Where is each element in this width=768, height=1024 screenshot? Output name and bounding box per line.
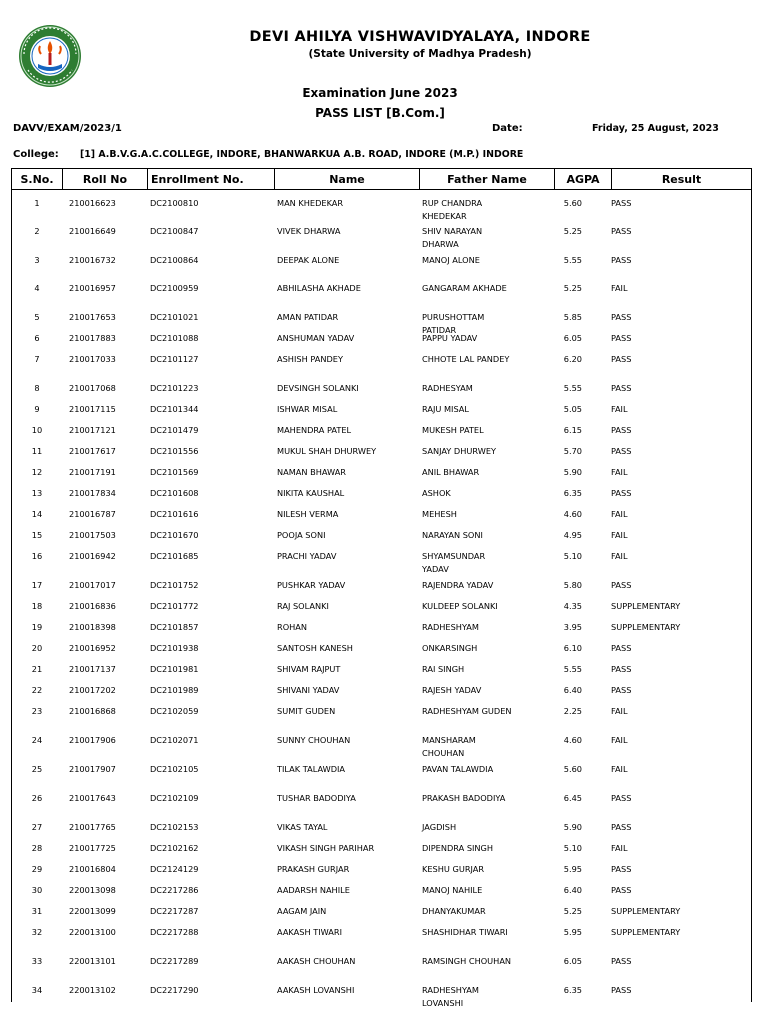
cell-father-name: MANOJ NAHILE [422,885,483,895]
cell-result: PASS [611,226,632,236]
cell-father-name: RADHESHYAM GUDEN [422,706,512,716]
cell-father-name: RAJESH YADAV [422,685,482,695]
cell-father-name: MUKESH PATEL [422,425,484,435]
cell-enrollment-no: DC2101989 [150,685,199,695]
cell-result: PASS [611,580,632,590]
cell-roll-no: 210017191 [69,467,116,477]
cell-roll-no: 210016957 [69,283,116,293]
cell-father-name: RADHESHYAM LOVANSHI [422,985,479,1008]
cell-name: TILAK TALAWDIA [277,764,346,774]
cell-father-name: JAGDISH [422,822,457,832]
cell-roll-no: 210017725 [69,843,116,853]
cell-name: SUMIT GUDEN [277,706,336,716]
cell-name: ROHAN [277,622,308,632]
cell-sno: 9 [34,404,40,414]
cell-roll-no: 210017643 [69,793,116,803]
cell-enrollment-no: DC2101479 [150,425,199,435]
cell-enrollment-no: DC2100810 [150,198,199,208]
cell-sno: 30 [31,885,43,895]
cell-sno: 31 [31,906,43,916]
cell-name: SHIVAM RAJPUT [277,664,341,674]
cell-result: PASS [611,425,632,435]
cell-name: SANTOSH KANESH [277,643,353,653]
cell-agpa: 5.55 [563,383,582,393]
cell-enrollment-no: DC2102162 [150,843,199,853]
cell-result: PASS [611,985,632,995]
column-header-agpa: AGPA [554,169,611,190]
cell-result: PASS [611,685,632,695]
cell-result: PASS [611,312,632,322]
university-logo [14,24,86,88]
cell-agpa: 4.60 [563,735,582,745]
cell-father-name: RADHESHYAM [422,622,479,632]
cell-name: TUSHAR BADODIYA [277,793,356,803]
cell-name: ASHISH PANDEY [277,354,343,364]
cell-enrollment-no: DC2101608 [150,488,199,498]
cell-father-name: NARAYAN SONI [422,530,483,540]
cell-enrollment-no: DC2101938 [150,643,199,653]
cell-name: AAKASH TIWARI [277,927,342,937]
cell-name: AMAN PATIDAR [277,312,339,322]
cell-result: FAIL [611,467,628,477]
cell-result: SUPPLEMENTARY [611,601,681,611]
cell-roll-no: 210017834 [69,488,116,498]
cell-result: SUPPLEMENTARY [611,927,681,937]
cell-result: PASS [611,822,632,832]
cell-sno: 32 [31,927,43,937]
cell-sno: 18 [31,601,43,611]
cell-result: PASS [611,664,632,674]
cell-result: PASS [611,793,632,803]
cell-sno: 4 [34,283,40,293]
cell-sno: 1 [34,198,40,208]
cell-agpa: 5.85 [563,312,582,322]
college-line [13,149,524,160]
cell-roll-no: 210017121 [69,425,116,435]
cell-agpa: 5.25 [563,283,582,293]
cell-sno: 5 [34,312,40,322]
cell-father-name: GANGARAM AKHADE [422,283,507,293]
cell-agpa: 6.40 [563,885,582,895]
cell-sno: 7 [34,354,40,364]
cell-father-name: SHYAMSUNDAR YADAV [422,551,486,574]
cell-name: SHIVANI YADAV [277,685,340,695]
cell-roll-no: 210017907 [69,764,116,774]
cell-sno: 25 [31,764,43,774]
cell-roll-no: 210016942 [69,551,116,561]
cell-roll-no: 210017137 [69,664,116,674]
cell-result: FAIL [611,283,628,293]
cell-name: RAJ SOLANKI [277,601,329,611]
cell-name: NILESH VERMA [277,509,339,519]
date-label: Date: [492,123,523,134]
cell-result: FAIL [611,530,628,540]
cell-name: POOJA SONI [277,530,326,540]
cell-sno: 3 [34,255,40,265]
cell-sno: 8 [34,383,40,393]
cell-result: SUPPLEMENTARY [611,906,681,916]
cell-agpa: 6.35 [563,985,582,995]
cell-result: PASS [611,255,632,265]
cell-name: PUSHKAR YADAV [277,580,346,590]
cell-sno: 20 [31,643,43,653]
cell-enrollment-no: DC2101127 [150,354,199,364]
column-header-roll: Roll No [62,169,147,190]
cell-agpa: 5.90 [563,822,582,832]
cell-name: NIKITA KAUSHAL [277,488,345,498]
cell-enrollment-no: DC2101569 [150,467,199,477]
cell-enrollment-no: DC2217287 [150,906,199,916]
cell-father-name: SHASHIDHAR TIWARI [422,927,508,937]
cell-roll-no: 220013101 [69,956,116,966]
cell-agpa: 4.95 [563,530,582,540]
cell-father-name: RAMSINGH CHOUHAN [422,956,512,966]
cell-sno: 14 [31,509,43,519]
cell-father-name: DIPENDRA SINGH [422,843,494,853]
column-header-enrollment: Enrollment No. [147,169,274,190]
cell-enrollment-no: DC2101670 [150,530,199,540]
cell-enrollment-no: DC2101752 [150,580,199,590]
cell-agpa: 6.10 [563,643,582,653]
cell-name: AAGAM JAIN [277,906,327,916]
cell-roll-no: 210016836 [69,601,116,611]
cell-sno: 13 [31,488,43,498]
cell-father-name: DHANYAKUMAR [422,906,486,916]
pass-list-title: PASS LIST [B.Com.] [315,106,445,120]
cell-sno: 26 [31,793,43,803]
cell-enrollment-no: DC2102109 [150,793,199,803]
cell-father-name: ONKARSINGH [422,643,478,653]
cell-sno: 21 [31,664,43,674]
cell-name: DEVSINGH SOLANKI [277,383,359,393]
cell-result: PASS [611,198,632,208]
cell-name: PRAKASH GURJAR [277,864,350,874]
cell-father-name: PURUSHOTTAM PATIDAR [422,312,485,335]
cell-result: FAIL [611,404,628,414]
cell-roll-no: 210016649 [69,226,116,236]
cell-agpa: 4.35 [563,601,582,611]
cell-agpa: 5.55 [563,255,582,265]
cell-name: VIKASH SINGH PARIHAR [277,843,375,853]
cell-agpa: 6.05 [563,956,582,966]
cell-father-name: MANSHARAM CHOUHAN [422,735,476,758]
cell-roll-no: 210016623 [69,198,116,208]
cell-sno: 15 [31,530,43,540]
cell-enrollment-no: DC2100847 [150,226,199,236]
cell-enrollment-no: DC2101616 [150,509,199,519]
cell-result: FAIL [611,551,628,561]
cell-agpa: 5.10 [563,843,582,853]
cell-agpa: 5.95 [563,864,582,874]
cell-roll-no: 210017115 [69,404,116,414]
cell-father-name: MANOJ ALONE [422,255,480,265]
cell-father-name: SANJAY DHURWEY [422,446,496,456]
cell-enrollment-no: DC2217286 [150,885,199,895]
cell-enrollment-no: DC2100864 [150,255,199,265]
cell-enrollment-no: DC2217290 [150,985,199,995]
cell-father-name: RAJU MISAL [422,404,469,414]
cell-name: ISHWAR MISAL [277,404,338,414]
cell-name: VIVEK DHARWA [277,226,341,236]
cell-agpa: 5.90 [563,467,582,477]
cell-enrollment-no: DC2101223 [150,383,199,393]
college-value: [1] A.B.V.G.A.C.COLLEGE, INDORE, BHANWARKUA A.B. ROAD, INDORE (M.P.) INDORE [80,149,524,160]
cell-roll-no: 210017503 [69,530,116,540]
cell-father-name: ASHOK [422,488,451,498]
college-label: College: [13,149,59,160]
cell-name: ABHILASHA AKHADE [277,283,361,293]
cell-agpa: 4.60 [563,509,582,519]
cell-sno: 16 [31,551,43,561]
cell-father-name: SHIV NARAYAN DHARWA [422,226,483,249]
cell-roll-no: 220013099 [69,906,116,916]
cell-agpa: 5.80 [563,580,582,590]
cell-enrollment-no: DC2101772 [150,601,199,611]
cell-father-name: CHHOTE LAL PANDEY [422,354,510,364]
cell-agpa: 6.15 [563,425,582,435]
cell-result: PASS [611,643,632,653]
cell-roll-no: 210016732 [69,255,116,265]
cell-agpa: 2.25 [563,706,582,716]
cell-enrollment-no: DC2101088 [150,333,199,343]
cell-agpa: 6.35 [563,488,582,498]
cell-enrollment-no: DC2102059 [150,706,199,716]
cell-father-name: KESHU GURJAR [422,864,485,874]
cell-name: DEEPAK ALONE [277,255,340,265]
cell-name: VIKAS TAYAL [277,822,328,832]
cell-roll-no: 210017017 [69,580,116,590]
cell-sno: 29 [31,864,43,874]
cell-enrollment-no: DC2101556 [150,446,199,456]
cell-result: PASS [611,446,632,456]
cell-roll-no: 220013098 [69,885,116,895]
cell-result: PASS [611,885,632,895]
cell-enrollment-no: DC2102153 [150,822,199,832]
cell-enrollment-no: DC2101685 [150,551,199,561]
university-title: DEVI AHILYA VISHWAVIDYALAYA, INDORE [249,29,591,45]
cell-sno: 19 [31,622,43,632]
cell-name: NAMAN BHAWAR [277,467,346,477]
exam-title: Examination June 2023 [302,86,458,100]
cell-agpa: 6.45 [563,793,582,803]
cell-roll-no: 220013100 [69,927,116,937]
cell-enrollment-no: DC2102071 [150,735,199,745]
cell-roll-no: 210017202 [69,685,116,695]
cell-sno: 34 [31,985,43,995]
cell-agpa: 6.40 [563,685,582,695]
cell-sno: 33 [31,956,43,966]
cell-enrollment-no: DC2217288 [150,927,199,937]
cell-name: PRACHI YADAV [277,551,337,561]
cell-agpa: 5.70 [563,446,582,456]
cell-roll-no: 210016787 [69,509,116,519]
cell-father-name: PRAKASH BADODIYA [422,793,506,803]
cell-agpa: 5.60 [563,764,582,774]
cell-result: PASS [611,354,632,364]
cell-name: MUKUL SHAH DHURWEY [277,446,377,456]
results-table [11,168,752,1008]
cell-father-name: ANIL BHAWAR [422,467,480,477]
cell-result: PASS [611,864,632,874]
cell-sno: 10 [31,425,43,435]
reference-number: DAVV/EXAM/2023/1 [13,123,122,134]
cell-father-name: RAI SINGH [422,664,465,674]
cell-agpa: 5.95 [563,927,582,937]
cell-name: MAHENDRA PATEL [277,425,352,435]
cell-enrollment-no: DC2100959 [150,283,199,293]
cell-roll-no: 210016868 [69,706,116,716]
cell-roll-no: 210017883 [69,333,116,343]
cell-enrollment-no: DC2217289 [150,956,199,966]
cell-name: ANSHUMAN YADAV [277,333,355,343]
cell-father-name: PAPPU YADAV [422,333,478,343]
cell-agpa: 5.60 [563,198,582,208]
cell-agpa: 5.25 [563,226,582,236]
cell-sno: 17 [31,580,43,590]
cell-roll-no: 210017033 [69,354,116,364]
cell-roll-no: 210016804 [69,864,116,874]
cell-sno: 22 [31,685,43,695]
cell-result: PASS [611,383,632,393]
column-header-father: Father Name [419,169,554,190]
cell-roll-no: 210017068 [69,383,116,393]
cell-enrollment-no: DC2101857 [150,622,199,632]
cell-enrollment-no: DC2101344 [150,404,199,414]
cell-roll-no: 220013102 [69,985,116,995]
cell-agpa: 5.25 [563,906,582,916]
cell-father-name: RADHESYAM [422,383,473,393]
cell-roll-no: 210016952 [69,643,116,653]
cell-result: FAIL [611,843,628,853]
cell-name: SUNNY CHOUHAN [277,735,351,745]
column-header-name: Name [274,169,419,190]
cell-roll-no: 210017617 [69,446,116,456]
cell-result: PASS [611,333,632,343]
cell-name: AAKASH CHOUHAN [277,956,356,966]
cell-agpa: 5.05 [563,404,582,414]
cell-sno: 27 [31,822,43,832]
cell-enrollment-no: DC2102105 [150,764,199,774]
cell-father-name: RUP CHANDRA KHEDEKAR [422,198,483,221]
cell-father-name: PAVAN TALAWDIA [422,764,494,774]
table-header [12,168,751,190]
cell-roll-no: 210017653 [69,312,116,322]
cell-enrollment-no: DC2124129 [150,864,199,874]
cell-sno: 2 [34,226,40,236]
cell-sno: 12 [31,467,43,477]
cell-agpa: 5.10 [563,551,582,561]
cell-sno: 6 [34,333,40,343]
cell-roll-no: 210017906 [69,735,116,745]
cell-agpa: 5.55 [563,664,582,674]
cell-agpa: 6.05 [563,333,582,343]
cell-agpa: 6.20 [563,354,582,364]
university-subtitle: (State University of Madhya Pradesh) [308,48,532,60]
cell-name: AADARSH NAHILE [277,885,350,895]
cell-sno: 11 [31,446,43,456]
cell-result: FAIL [611,764,628,774]
cell-father-name: KULDEEP SOLANKI [422,601,498,611]
cell-name: MAN KHEDEKAR [277,198,344,208]
cell-sno: 23 [31,706,43,716]
cell-result: FAIL [611,735,628,745]
cell-enrollment-no: DC2101981 [150,664,199,674]
cell-sno: 28 [31,843,43,853]
cell-result: FAIL [611,706,628,716]
cell-agpa: 3.95 [563,622,582,632]
cell-result: PASS [611,488,632,498]
date-value: Friday, 25 August, 2023 [592,123,719,134]
cell-result: SUPPLEMENTARY [611,622,681,632]
cell-roll-no: 210017765 [69,822,116,832]
column-header-sno: S.No. [20,173,54,186]
cell-roll-no: 210018398 [69,622,116,632]
cell-father-name: RAJENDRA YADAV [422,580,494,590]
cell-name: AAKASH LOVANSHI [277,985,355,995]
cell-father-name: MEHESH [422,509,457,519]
cell-enrollment-no: DC2101021 [150,312,199,322]
column-header-result: Result [611,169,751,190]
cell-result: PASS [611,956,632,966]
cell-sno: 24 [31,735,43,745]
cell-result: FAIL [611,509,628,519]
